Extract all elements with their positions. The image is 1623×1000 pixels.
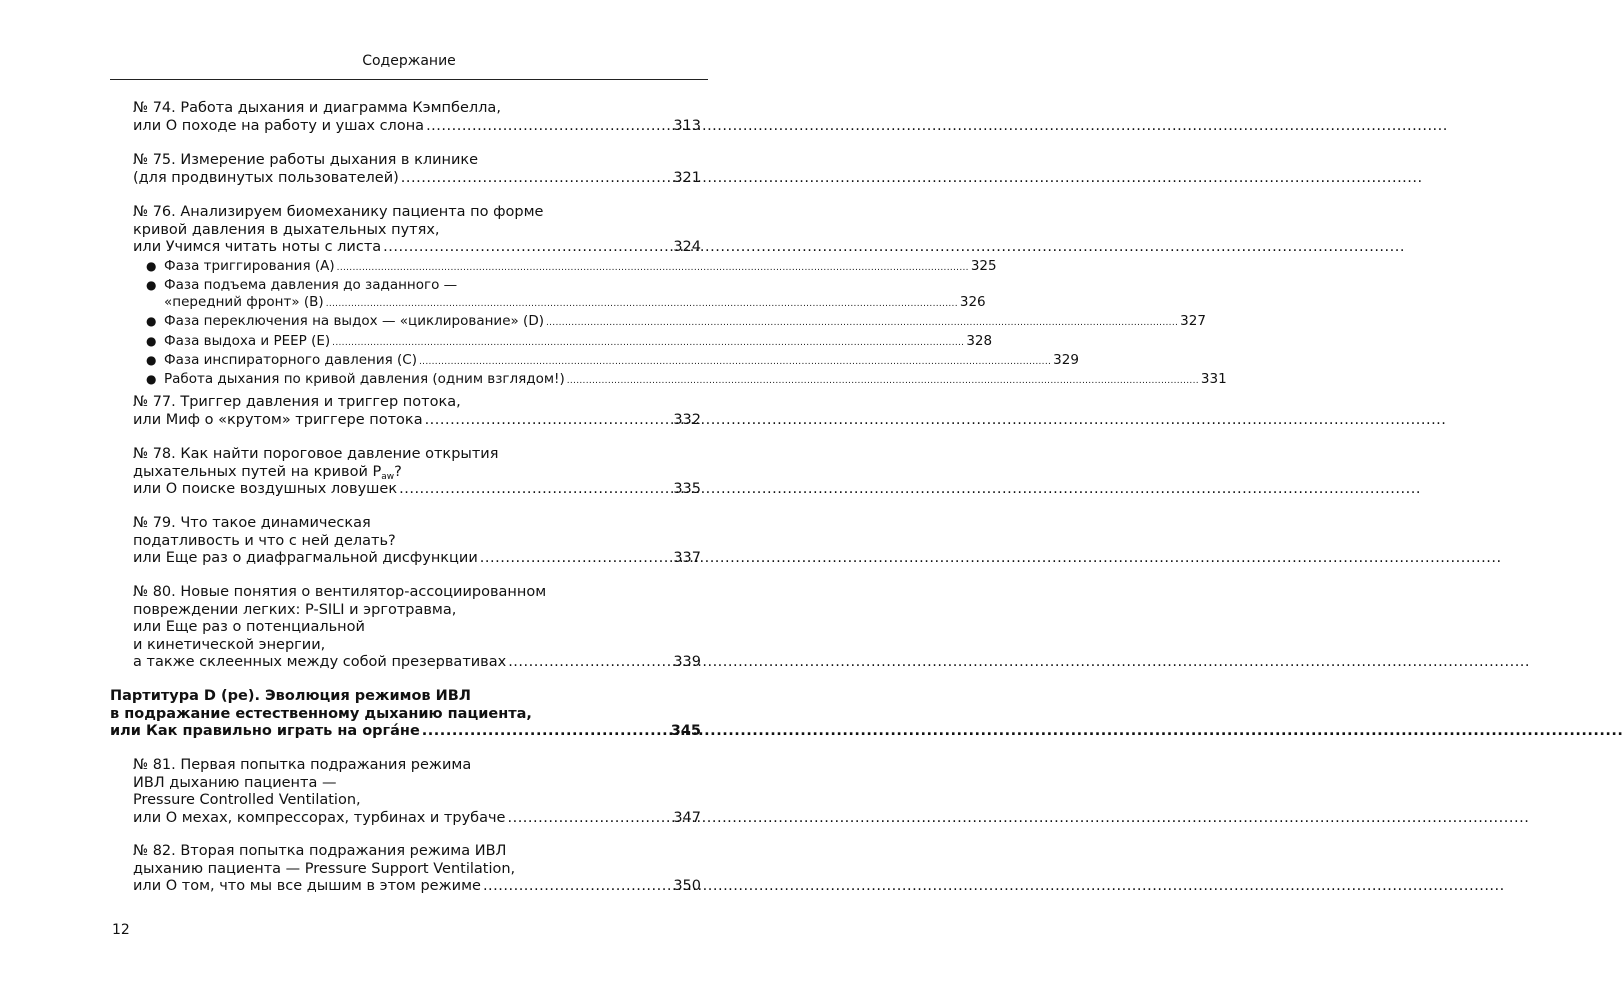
entry-title-line <box>133 464 701 482</box>
dot-leader <box>332 333 964 352</box>
toc-entry-76[interactable] <box>133 204 1227 391</box>
entry-title-line: ИВЛ дыханию пациента — <box>133 774 337 791</box>
entry-subtitle: или О походе на работу и ушах слона <box>133 117 425 134</box>
page-ref: 313 <box>673 117 701 134</box>
page-ref: 328 <box>966 332 993 349</box>
entry-title-line: податливость и что с ней делать? <box>133 532 396 549</box>
page-ref: 324 <box>673 239 701 255</box>
entry-subtitle: а также склеенных между собой презервативах <box>133 654 507 670</box>
subsection-label: «передний фронт» (В) <box>164 294 324 311</box>
subsection-item[interactable] <box>146 351 1079 371</box>
page-ref: 339 <box>673 654 701 670</box>
dot-leader <box>426 118 671 136</box>
page-header <box>110 53 708 80</box>
bullet-icon: ● <box>146 333 157 348</box>
dot-leader <box>507 810 671 828</box>
subsection-label: Фаза переключения на выдох — «циклирование» (D) <box>164 313 544 330</box>
dot-leader <box>508 654 671 672</box>
entry-title-line: повреждении легких: P-SILI и эрготравма, <box>133 601 457 618</box>
page-ref: 325 <box>970 257 997 274</box>
dot-leader <box>480 550 672 568</box>
page-ref: 345 <box>670 723 701 739</box>
entry-title-line: № 82. Вторая попытка подражания режима ИВЛ <box>133 843 507 859</box>
toc-entry-74[interactable] <box>133 100 701 135</box>
entry-subtitle: или Учимся читать ноты с листа <box>133 239 382 255</box>
entry-title-line: № 77. Триггер давления и триггер потока, <box>133 394 461 410</box>
subsection-label: Фаза триггирования (А) <box>164 257 335 274</box>
part-title-line: в подражание естественному дыханию пациента, <box>110 705 532 722</box>
toc-part-d[interactable] <box>110 688 701 741</box>
bullet-icon: ● <box>146 352 157 367</box>
bullet-icon: ● <box>146 314 157 329</box>
page-ref: 331 <box>1200 371 1227 388</box>
entry-title-line: Pressure Controlled Ventilation, <box>133 792 361 808</box>
subsection-label: Фаза подъема давления до заданного — <box>164 276 458 293</box>
entry-title-line: № 79. Что такое динамическая <box>133 515 371 531</box>
toc-entry-75[interactable] <box>133 152 701 187</box>
bullet-icon: ● <box>146 372 157 387</box>
page-ref: 326 <box>959 294 986 311</box>
dot-leader <box>399 481 671 499</box>
entry-subtitle: или Еще раз о диафрагмальной дисфункции <box>133 550 478 566</box>
dot-leader <box>425 412 672 430</box>
dot-leader <box>337 258 969 277</box>
page-ref: 321 <box>673 169 701 186</box>
dot-leader <box>483 878 671 896</box>
toc-entry-80[interactable] <box>133 584 701 672</box>
subsection-item[interactable] <box>146 276 986 314</box>
page-ref: 329 <box>1053 351 1079 368</box>
entry-title-line: № 78. Как найти пороговое давление открытия <box>133 446 499 462</box>
header-title: Содержание <box>362 53 456 69</box>
entry-subtitle: или О поиске воздушных ловушек <box>133 481 398 497</box>
toc-entry-77[interactable] <box>133 394 701 429</box>
entry-title-text: дыхательных путей на кривой P <box>133 463 382 480</box>
bullet-icon: ● <box>146 258 157 273</box>
dot-leader <box>419 352 1051 371</box>
subsection-label: Фаза выдоха и PEEP (E) <box>164 332 331 349</box>
entry-subtitle: или О том, что мы все дышим в этом режиме <box>133 878 481 894</box>
toc-entry-79[interactable] <box>133 515 701 568</box>
part-subtitle: или Как правильно играть на орга́не <box>110 723 420 739</box>
page-ref: 350 <box>673 878 701 894</box>
toc-entry-81[interactable] <box>133 757 701 827</box>
entry-title-line: № 81. Первая попытка подражания режима <box>133 757 472 773</box>
subscript-text: aw <box>381 471 395 482</box>
page-ref: 332 <box>673 411 701 428</box>
dot-leader <box>326 294 958 313</box>
entry-subtitle: (для продвинутых пользователей) <box>133 169 399 186</box>
page-ref: 335 <box>673 481 701 497</box>
entry-subtitle: или Миф о «крутом» триггере потока <box>133 411 423 428</box>
entry-title-line: кривой давления в дыхательных путях, <box>133 221 440 238</box>
page-number: 12 <box>112 922 130 938</box>
dot-leader <box>567 371 1199 390</box>
entry-title-line: или Еще раз о потенциальной <box>133 619 365 635</box>
dot-leader <box>383 239 671 257</box>
page-ref: 327 <box>1180 313 1206 330</box>
entry-title-line: № 76. Анализируем биомеханику пациента по форме <box>133 204 544 220</box>
subsection-label: Работа дыхания по кривой давления (одним взглядом!) <box>164 371 565 388</box>
subsection-item[interactable] <box>146 332 993 352</box>
entry-title-line: № 74. Работа дыхания и диаграмма Кэмпбелла, <box>133 100 501 116</box>
entry-title-line: и кинетической энергии, <box>133 636 326 653</box>
subsection-item[interactable] <box>146 371 1227 390</box>
entry-subtitle: или О мехах, компрессорах, турбинах и трубаче <box>133 809 506 826</box>
entry-title-text: ? <box>394 463 402 480</box>
dot-leader <box>401 170 672 188</box>
entry-title-line: дыханию пациента — Pressure Support Ventilation, <box>133 860 516 877</box>
dot-leader <box>546 313 1178 332</box>
page-ref: 337 <box>673 550 701 566</box>
dot-leader <box>422 723 669 741</box>
subsection-list <box>146 257 1227 391</box>
toc-entry-78[interactable] <box>133 446 701 499</box>
subsection-label: Фаза инспираторного давления (С) <box>164 351 417 368</box>
page-ref: 347 <box>673 809 701 826</box>
part-title-line: Партитура D (ре). Эволюция режимов ИВЛ <box>110 688 471 704</box>
entry-title-line: № 80. Новые понятия о вентилятор-ассоциированном <box>133 584 547 600</box>
subsection-item[interactable] <box>146 257 997 277</box>
toc-entry-82[interactable] <box>133 843 701 896</box>
subsection-item[interactable] <box>146 313 1206 332</box>
entry-title-line: № 75. Измерение работы дыхания в клинике <box>133 152 479 168</box>
bullet-icon: ● <box>146 277 157 292</box>
